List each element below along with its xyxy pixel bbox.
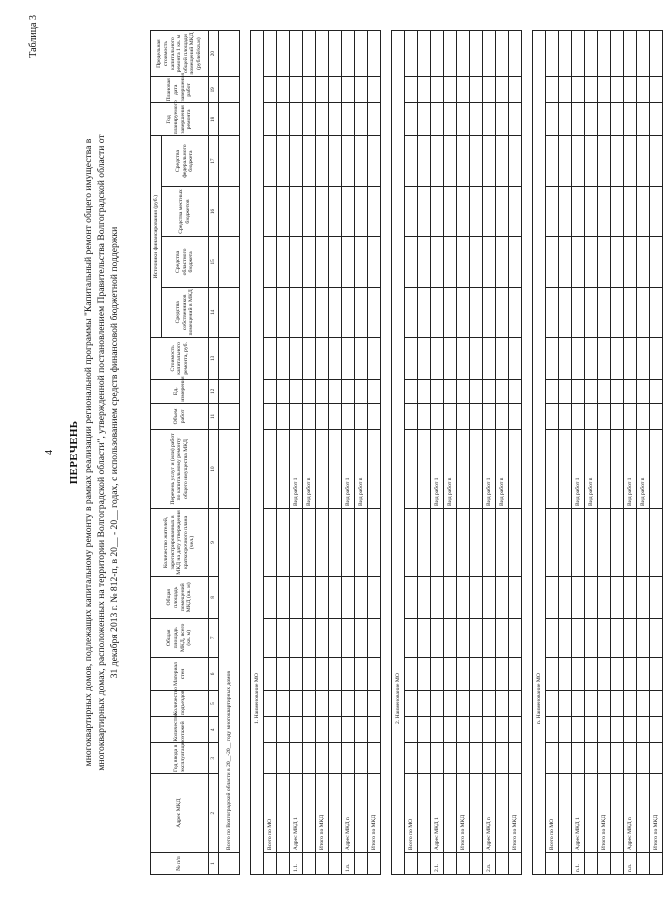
document-subtitle (82, 30, 122, 875)
work-row (303, 31, 316, 875)
column-number: 9 (209, 508, 219, 576)
work-type: Вид работ 1 (483, 430, 496, 509)
column-number: 3 (209, 743, 219, 774)
header-col-6: Материал стен (151, 658, 209, 691)
row-spacer (611, 31, 624, 875)
table-body (209, 31, 663, 875)
house-number: 1.n. (342, 853, 355, 875)
section-gap (522, 31, 533, 875)
region-total-row (219, 31, 240, 875)
work-row (444, 31, 457, 875)
work-type: Вид работ 1 (572, 430, 585, 509)
house-total-label: Итого по МКД (457, 774, 470, 853)
work-type: Вид работ n (444, 430, 457, 509)
section-total-label: Всего по МО (264, 774, 277, 853)
header-col-18: Год планируемого завершения ремонта (151, 103, 209, 136)
column-number: 5 (209, 690, 219, 716)
header-funding-group: Источники финансирования (руб.) (151, 136, 162, 338)
house-address: Адрес МКД 1 (572, 774, 585, 853)
header-col-2: Адрес МКД (151, 774, 209, 853)
header-col-1: № п/п (151, 853, 209, 875)
header-col-7: Общая площадь МКД, всего (кв. м) (151, 618, 209, 657)
column-number: 4 (209, 717, 219, 743)
subtitle-line: многоквартирных домах, расположенных на территории Волгоградской области", утвержденной постановлением Правительства Волгоградской области от (96, 134, 108, 771)
column-number: 16 (209, 186, 219, 236)
section-total-label: Всего по МО (546, 774, 559, 853)
house-number: 2.n. (483, 853, 496, 875)
house-total-row (509, 31, 522, 875)
header-col-13: Стоимость капитального ремонта, руб. (151, 338, 209, 380)
house-total-row (598, 31, 611, 875)
section-total-row (546, 31, 559, 875)
column-number: 18 (209, 103, 219, 136)
house-row (624, 31, 637, 875)
house-number: 1.1. (290, 853, 303, 875)
work-row (496, 31, 509, 875)
row-spacer (329, 31, 342, 875)
column-number-row (209, 31, 219, 875)
section-gap (381, 31, 392, 875)
house-row (431, 31, 444, 875)
document-title: ПЕРЕЧЕНЬ (68, 420, 80, 485)
house-total-row (316, 31, 329, 875)
section-total-row (405, 31, 418, 875)
row-spacer (559, 31, 572, 875)
work-type: Вид работ 1 (290, 430, 303, 509)
header-col-17: Средства федерального бюджета (162, 136, 209, 186)
column-number: 12 (209, 379, 219, 403)
page-number: 4 (44, 450, 55, 455)
work-type: Вид работ n (355, 430, 368, 509)
section-title-row (251, 31, 264, 875)
section-title-row (533, 31, 546, 875)
header-col-3: Год ввода в эксплуатацию (151, 743, 209, 774)
header-col-11: Объем работ (151, 403, 209, 429)
subtitle-line: 31 декабря 2013 г. № 812-п, в 20__ - 20__ годах, с использованием средств финансовой бюджетной поддержки (109, 226, 121, 679)
work-type: Вид работ n (637, 430, 650, 509)
column-number: 10 (209, 430, 219, 509)
house-address: Адрес МКД n (624, 774, 637, 853)
house-total-label: Итого по МКД (650, 774, 663, 853)
column-number: 14 (209, 287, 219, 337)
repair-list-table (150, 30, 663, 875)
column-number: 11 (209, 403, 219, 429)
house-total-row (368, 31, 381, 875)
subtitle-line: многоквартирных домов, подлежащих капитальному ремонту в рамках реализации региональной программы "Капитальный ремонт общего имущества в (83, 138, 94, 767)
header-col-10: Перечень услуг и (или) работ по капитальному ремонту общего имущества МКД (151, 430, 209, 509)
house-number: n.1. (572, 853, 585, 875)
column-number: 17 (209, 136, 219, 186)
house-row (290, 31, 303, 875)
header-col-9: Количество жителей, зарегистрированных в МКД на дату утверждения краткосрочного плана (чел.) (151, 508, 209, 576)
section-title-row (392, 31, 405, 875)
work-row (637, 31, 650, 875)
column-number: 15 (209, 237, 219, 287)
house-total-row (650, 31, 663, 875)
house-total-label: Итого по МКД (316, 774, 329, 853)
column-number: 20 (209, 31, 219, 77)
header-col-4: Количество этажей (151, 717, 209, 743)
section-gap (240, 31, 251, 875)
column-number: 8 (209, 576, 219, 618)
work-row (355, 31, 368, 875)
column-number: 1 (209, 853, 219, 875)
row-spacer (277, 31, 290, 875)
house-row (342, 31, 355, 875)
work-type: Вид работ 1 (342, 430, 355, 509)
row-spacer (418, 31, 431, 875)
header-col-5: Количество подъездов (151, 690, 209, 716)
work-type: Вид работ 1 (431, 430, 444, 509)
house-total-label: Итого по МКД (368, 774, 381, 853)
column-number: 6 (209, 658, 219, 691)
table-label: Таблица 3 (28, 15, 39, 58)
house-row (483, 31, 496, 875)
house-address: Адрес МКД 1 (431, 774, 444, 853)
column-number: 19 (209, 77, 219, 103)
work-type: Вид работ n (496, 430, 509, 509)
section-total-label: Всего по МО (405, 774, 418, 853)
section-title: 2. Наименование МО (392, 31, 405, 875)
section-title: n. Наименование МО (533, 31, 546, 875)
house-row (572, 31, 585, 875)
column-number: 7 (209, 618, 219, 657)
header-col-19: Плановая дата завершения работ (151, 77, 209, 103)
header-col-14: Средства собственников помещений в МКД (162, 287, 209, 337)
work-type: Вид работ n (303, 430, 316, 509)
region-total-label: Всего по Волгоградской области в 20__-20__ году многоквартирных домов (219, 508, 240, 852)
header-col-20: Предельная стоимость капитального ремонта 1 кв. м общей площади помещений МКД (рублей/кв.м) (151, 31, 209, 77)
column-number: 2 (209, 774, 219, 853)
header-col-8: Общая площадь помещений МКД (кв. м) (151, 576, 209, 618)
section-total-row (264, 31, 277, 875)
header-col-12: Ед. измерения (151, 379, 209, 403)
house-total-label: Итого по МКД (509, 774, 522, 853)
header-col-16: Средства местных бюджетов (162, 186, 209, 236)
header-col-15: Средства областного бюджета (162, 237, 209, 287)
work-row (585, 31, 598, 875)
column-number: 13 (209, 338, 219, 380)
house-total-label: Итого по МКД (598, 774, 611, 853)
house-address: Адрес МКД n (342, 774, 355, 853)
work-type: Вид работ n (585, 430, 598, 509)
row-spacer (470, 31, 483, 875)
house-number: n.n. (624, 853, 637, 875)
work-type: Вид работ 1 (624, 430, 637, 509)
house-address: Адрес МКД 1 (290, 774, 303, 853)
house-total-row (457, 31, 470, 875)
house-number: 2.1. (431, 853, 444, 875)
house-address: Адрес МКД n (483, 774, 496, 853)
section-title: 1. Наименование МО (251, 31, 264, 875)
